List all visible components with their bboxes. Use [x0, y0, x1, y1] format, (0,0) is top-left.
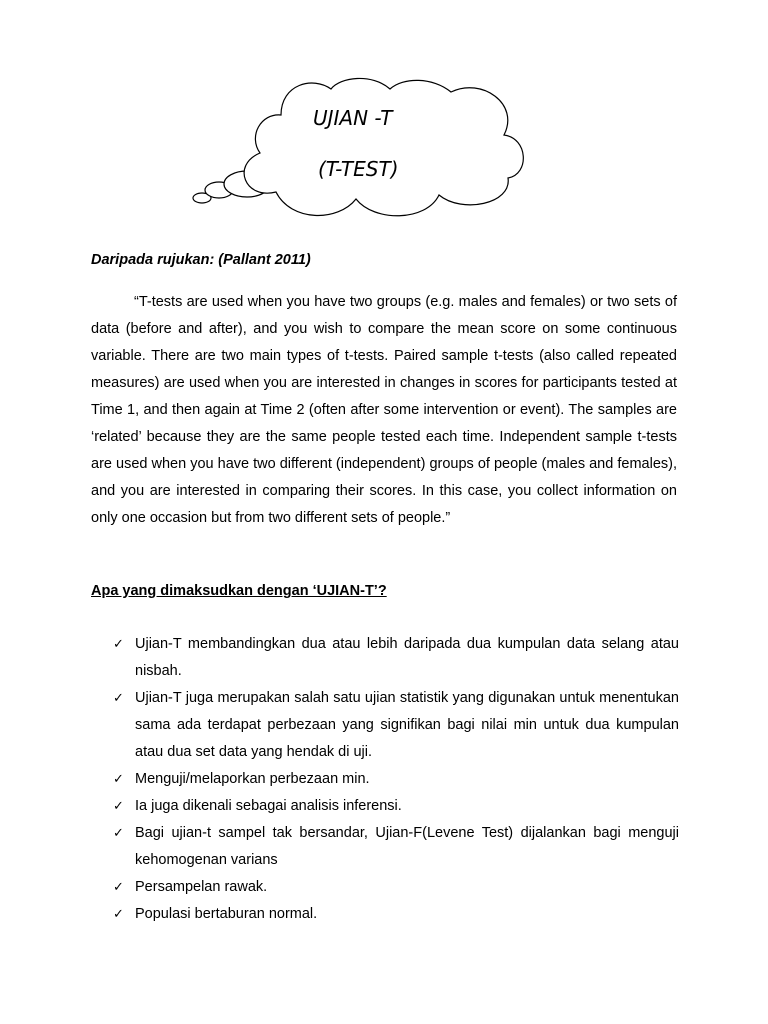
checkmark-icon: ✓: [113, 799, 124, 814]
list-item: [113, 766, 679, 793]
reference-citation: Daripada rujukan: (Pallant 2011): [91, 252, 311, 268]
checkmark-icon: ✓: [113, 691, 124, 706]
quote-paragraph: “T-tests are used when you have two groups (e.g. males and females) or two sets of data (before and after), and you wish to compare the mean score on some continuous variable. There are two main types of t-tests. Paired sample t-tests (also called repeated measures) are used when you are interested in changes in scores for participants tested at Time 1, and then again at Time 2 (often after some intervention or event). The samples are ‘related’ because they are the same people tested each time. Independent sample t-tests are used when you have two different (independent) groups of people (males and females), and you are interested in comparing their scores. In this case, you collect information on only one occasion but from two different sets of people.”: [91, 294, 677, 526]
cloud-title-line-1: UJIAN -T: [313, 106, 393, 130]
list-item-text: Menguji/melaporkan perbezaan min.: [135, 771, 370, 787]
checklist: [113, 631, 679, 928]
checkmark-icon: ✓: [113, 907, 124, 922]
checkmark-icon: ✓: [113, 880, 124, 895]
checkmark-icon: ✓: [113, 772, 124, 787]
list-item: [113, 685, 679, 766]
list-item-text: Populasi bertaburan normal.: [135, 906, 318, 922]
cloud-shape-icon: [188, 82, 523, 224]
cloud-title-line-2: (T-TEST): [318, 157, 399, 181]
list-item-text: Bagi ujian-t sampel tak bersandar, Ujian-F(Levene Test) dijalankan bagi menguji kehomogenan varians: [135, 825, 679, 868]
checkmark-icon: ✓: [113, 826, 124, 841]
thought-cloud-callout: [188, 82, 523, 224]
section-heading: Apa yang dimaksudkan dengan ‘UJIAN-T’?: [91, 583, 387, 599]
list-item-text: Persampelan rawak.: [135, 879, 268, 895]
list-item: [113, 793, 679, 820]
list-item: [113, 901, 679, 928]
list-item: [113, 874, 679, 901]
list-item-text: Ia juga dikenali sebagai analisis inferensi.: [135, 798, 402, 814]
checkmark-icon: ✓: [113, 637, 124, 652]
list-item: [113, 631, 679, 685]
list-item: [113, 820, 679, 874]
list-item-text: Ujian-T juga merupakan salah satu ujian statistik yang digunakan untuk menentukan sama ada terdapat perbezaan yang signifikan bagi nilai min untuk dua kumpulan atau dua set data yang hendak di uji.: [135, 690, 679, 760]
list-item-text: Ujian-T membandingkan dua atau lebih daripada dua kumpulan data selang atau nisbah.: [135, 636, 679, 679]
